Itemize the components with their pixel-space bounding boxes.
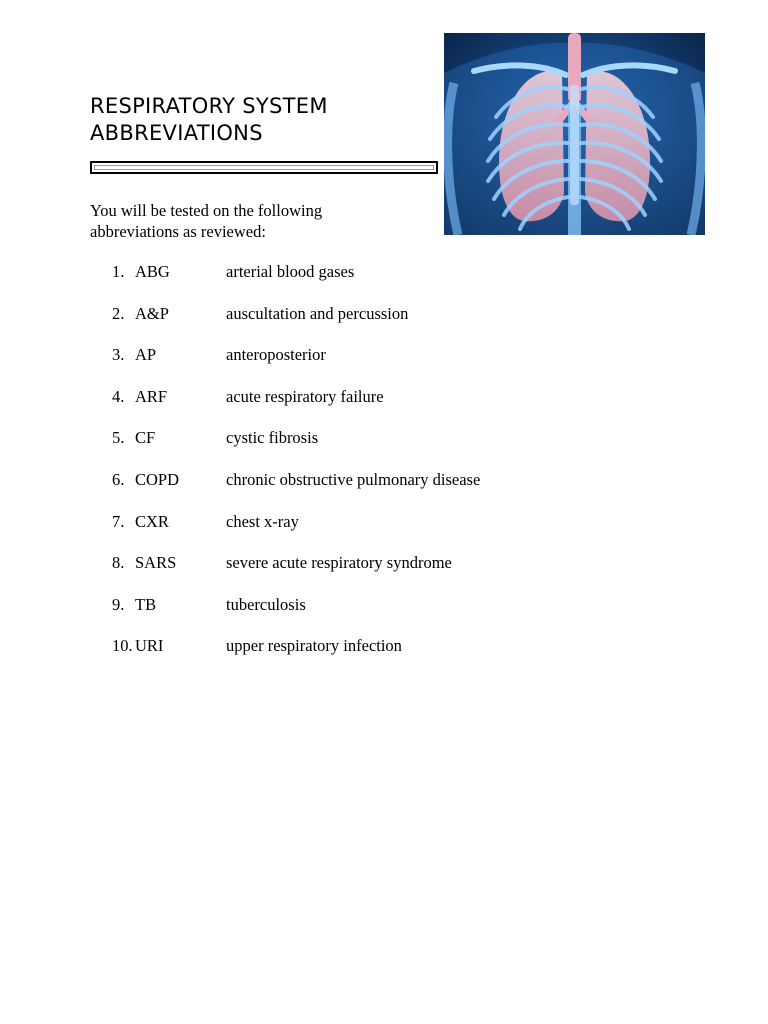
abbreviation-definition: severe acute respiratory syndrome <box>226 553 452 573</box>
lungs-illustration <box>444 33 705 235</box>
item-number: 8. <box>112 553 125 573</box>
item-number: 3. <box>112 345 125 365</box>
abbreviation-definition: chronic obstructive pulmonary disease <box>226 469 481 489</box>
list-item <box>0 468 768 510</box>
item-number: 9. <box>112 594 125 614</box>
list-item <box>0 260 768 302</box>
list-item <box>0 426 768 468</box>
abbreviation-list <box>0 260 768 676</box>
item-number: 7. <box>112 511 125 531</box>
abbreviation-code: SARS <box>135 553 177 573</box>
abbreviation-definition: anteroposterior <box>226 345 326 365</box>
abbreviation-code: A&P <box>135 303 169 323</box>
list-item <box>0 510 768 552</box>
abbreviation-code: COPD <box>135 469 180 489</box>
abbreviation-definition: upper respiratory infection <box>226 636 402 656</box>
abbreviation-code: TB <box>135 594 157 614</box>
abbreviation-definition: acute respiratory failure <box>226 386 384 406</box>
abbreviation-definition: tuberculosis <box>226 594 306 614</box>
list-item <box>0 302 768 344</box>
title-divider <box>90 161 438 174</box>
abbreviation-code: CF <box>135 428 156 448</box>
list-item <box>0 385 768 427</box>
abbreviation-definition: arterial blood gases <box>226 262 355 281</box>
list-item <box>0 343 768 385</box>
list-item <box>0 593 768 635</box>
abbreviation-code: ARF <box>135 386 168 406</box>
abbreviation-code: CXR <box>135 511 169 531</box>
intro-text: You will be tested on the following abbreviations as reviewed: <box>90 201 323 241</box>
item-number: 10. <box>112 636 133 656</box>
abbreviation-code: ABG <box>135 262 170 281</box>
abbreviation-definition: chest x-ray <box>226 511 299 531</box>
abbreviation-code: AP <box>135 345 157 365</box>
item-number: 6. <box>112 469 125 489</box>
abbreviation-code: URI <box>135 636 164 656</box>
item-number: 1. <box>112 262 125 281</box>
page-title: RESPIRATORY SYSTEM ABBREVIATIONS <box>90 94 328 145</box>
list-item <box>0 551 768 593</box>
item-number: 5. <box>112 428 125 448</box>
item-number: 4. <box>112 386 125 406</box>
abbreviation-definition: cystic fibrosis <box>226 428 319 448</box>
item-number: 2. <box>112 303 125 323</box>
abbreviation-definition: auscultation and percussion <box>226 303 409 323</box>
list-item <box>0 634 768 676</box>
